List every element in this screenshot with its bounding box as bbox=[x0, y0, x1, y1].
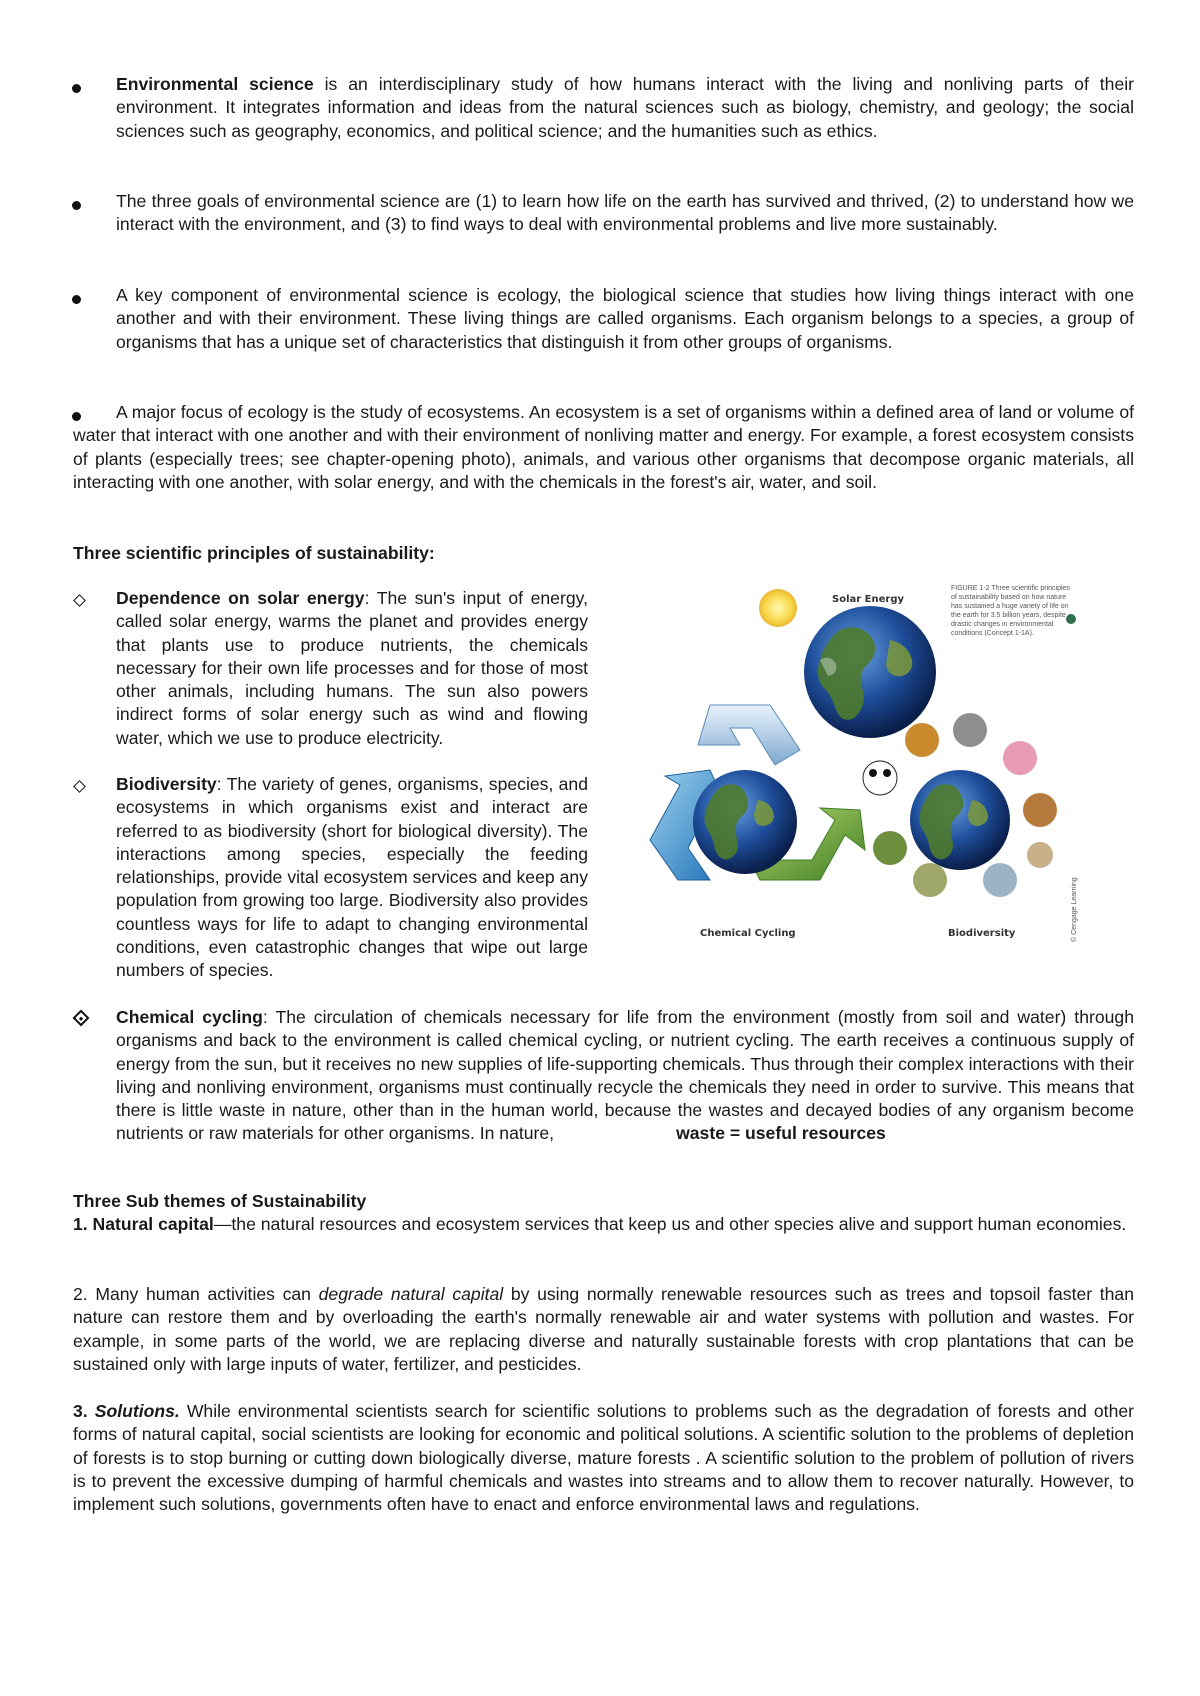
paragraph-degrade-capital: 2. Many human activities can degrade natural capital by using normally renewable resources such as trees and topsoil faster than nature can restore them and by overloading the earth's normally renewable air and water systems with pollution and wastes. For example, in some parts of the world, we are replacing diverse and naturally sustainable forests with crop plantations that can be sustained only with large inputs of water, fertilizer, and pesticides. bbox=[73, 1284, 1134, 1374]
publisher-logo-icon bbox=[1066, 614, 1076, 624]
flower-photo-icon bbox=[1003, 741, 1037, 775]
term-solutions: Solutions. bbox=[94, 1401, 180, 1421]
svg-text:has sustained a huge variety o: has sustained a huge variety of life on bbox=[951, 603, 1069, 610]
bird-photo-icon bbox=[913, 863, 947, 897]
biodiversity-cluster-icon bbox=[863, 713, 1057, 897]
svg-text:of sustainability based on how: of sustainability based on how nature bbox=[951, 594, 1067, 601]
term-biodiversity: Biodiversity bbox=[116, 774, 217, 794]
term-natural-capital: 1. Natural capital bbox=[73, 1214, 214, 1234]
paragraph-chemical-cycling: Chemical cycling: The circulation of chemicals necessary for life from the environment (mostly from soil and water) through organisms and back to the environment is called chemical cycling, or nutrient cycling. The earth receives a continuous supply of energy from the sun, but it receives no new supplies of life-supporting chemicals. Thus through their complex interactions with their living and nonliving environment, organisms must continually recycle the chemicals they need in order to survive. This means that there is little waste in nature, other than in the human world, because the wastes and decayed bodies of any organism become nutrients or raw materials for other organisms. In nature, waste = useful resources bbox=[116, 1007, 1134, 1144]
label-biodiversity: Biodiversity bbox=[948, 928, 1016, 939]
label-chemical-cycling: Chemical Cycling bbox=[700, 928, 796, 939]
term-chemical-cycling: Chemical cycling bbox=[116, 1007, 263, 1027]
bullet-dot bbox=[72, 288, 81, 311]
sustainability-figure bbox=[640, 580, 1080, 980]
figure-caption bbox=[951, 585, 1070, 637]
earth-solar-icon bbox=[804, 606, 936, 738]
paragraph-biodiversity: Biodiversity: The variety of genes, organisms, species, and ecosystems in which organisms exist and interact are referred to as biodiversity (short for biological diversity). The interactions among species, especially the feeding relationships, provide vital ecosystem services and keep any population from growing too large. Biodiversity also provides countless ways for life to adapt to changing environmental conditions, even catastrophic changes that wipe out large numbers of species. bbox=[116, 774, 588, 981]
term-degrade-natural-capital: degrade natural capital bbox=[318, 1284, 504, 1304]
hollow-diamond-bullet bbox=[75, 589, 84, 612]
paragraph-solutions: 3. Solutions. While environmental scientists search for scientific solutions to problems such as the degradation of forests and other forms of natural capital, social scientists are looking for economic and political solutions. A scientific solution to the problems of depletion of forests is to stop burning or cutting down biologically diverse, mature forests . A scientific solution to the problem of pollution of rivers is to prevent the excessive dumping of harmful chemicals and wastes into streams and to allow them to recover naturally. However, to implement such solutions, governments often have to enact and enforce environmental laws and regulations. bbox=[73, 1401, 1134, 1515]
principles-heading: Three scientific principles of sustainability: bbox=[73, 543, 435, 563]
animal-photo-icon bbox=[953, 713, 987, 747]
filled-diamond-bullet bbox=[75, 1008, 87, 1031]
paragraph-natural-capital: 1. Natural capital—the natural resources and ecosystem services that keep us and other species alive and support human economies. bbox=[73, 1214, 1127, 1234]
plant-photo-icon bbox=[873, 831, 907, 865]
paragraph-three-goals: The three goals of environmental science are (1) to learn how life on the earth has survived and thrived, (2) to understand how we interact with the environment, and (3) to find ways to deal with environmental problems and live more sustainably. bbox=[116, 191, 1134, 235]
svg-text:the earth for 3.5 billion year: the earth for 3.5 billion years, despite bbox=[951, 612, 1066, 619]
svg-text:drastic changes in environment: drastic changes in environmental bbox=[951, 621, 1054, 628]
label-solar-energy: Solar Energy bbox=[832, 594, 905, 605]
waste-equation: waste = useful resources bbox=[676, 1123, 886, 1144]
paragraph-ecology: A key component of environmental science is ecology, the biological science that studies how living things interact with one another and with their environment. These living things are called organisms. Each organism belongs to a species, a group of organisms that has a unique set of characteristics that distinguish it from other groups of organisms. bbox=[116, 285, 1134, 352]
paragraph-environmental-science: Environmental science is an interdisciplinary study of how humans interact with the living and nonliving parts of their environment. It integrates information and ideas from the natural sciences such as biology, chemistry, and geology; the social sciences such as geography, economics, and political science; and the humanities such as ethics. bbox=[116, 74, 1135, 141]
paragraph-solar-energy: Dependence on solar energy: The sun's input of energy, called solar energy, warms the planet and provides energy that plants use to produce nutrients, the chemicals necessary for their own life processes and for those of most other animals, including humans. The sun also powers indirect forms of solar energy such as wind and flowing water, which we use to produce electricity. bbox=[116, 588, 588, 748]
panda-photo-icon bbox=[863, 761, 897, 795]
animal-photo-icon bbox=[905, 723, 939, 757]
animal-photo-icon bbox=[1027, 842, 1053, 868]
recycle-symbol-icon bbox=[650, 705, 865, 880]
animal-photo-icon bbox=[1023, 793, 1057, 827]
sun-icon bbox=[759, 589, 797, 627]
svg-text:conditions (Concept 1-1A).: conditions (Concept 1-1A). bbox=[951, 630, 1034, 637]
fish-photo-icon bbox=[983, 863, 1017, 897]
bullet-dot bbox=[72, 194, 81, 217]
hollow-diamond-bullet bbox=[75, 775, 84, 798]
term-solar-energy: Dependence on solar energy bbox=[116, 588, 365, 608]
copyright-notice: © Cengage Learning bbox=[1071, 877, 1078, 942]
bullet-dot bbox=[72, 77, 81, 100]
subthemes-heading: Three Sub themes of Sustainability bbox=[73, 1191, 367, 1211]
paragraph-ecosystems: A major focus of ecology is the study of ecosystems. An ecosystem is a set of organisms within a defined area of land or volume of water that interact with one another and with their environment of nonliving matter and energy. For example, a forest ecosystem consists of plants (especially trees; see chapter-opening photo), animals, and various other organisms that decompose organic materials, all interacting with one another, with solar energy, and with the chemicals in the forest's air, water, and soil. bbox=[73, 402, 1134, 492]
svg-text:FIGURE 1-2 Three scientific pr: FIGURE 1-2 Three scientific principles bbox=[951, 585, 1070, 592]
term-environmental-science: Environmental science bbox=[116, 74, 314, 94]
